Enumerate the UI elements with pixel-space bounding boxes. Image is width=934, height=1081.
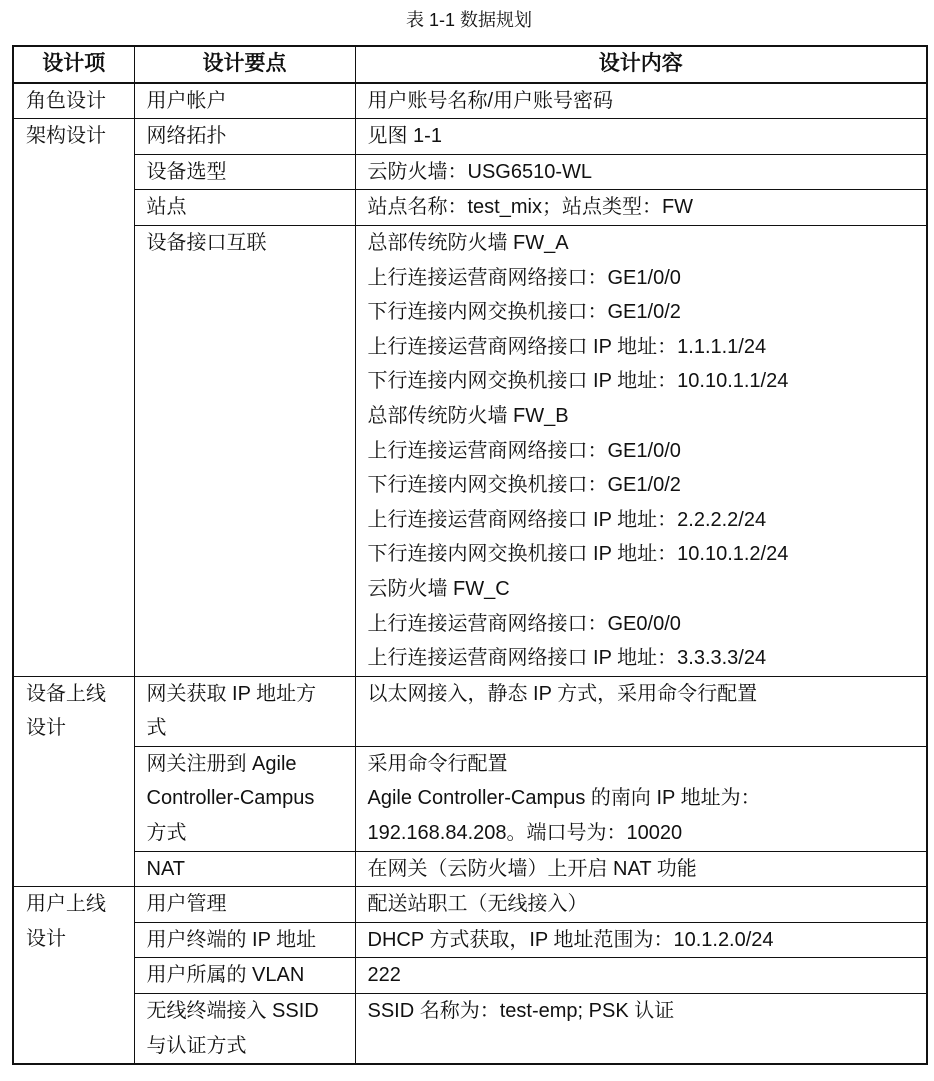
design-content-cell — [355, 851, 927, 887]
design-content-line: 以太网接入，静态 IP 方式，采用命令行配置 — [367, 682, 758, 705]
table-row — [13, 83, 927, 119]
design-content-cell — [355, 154, 927, 190]
design-content-line: 用户账号名称/用户账号密码 — [367, 89, 614, 112]
design-content-line: 192.168.84.208。端口号为：10020 — [367, 822, 683, 845]
design-item-line: 设计 — [26, 717, 66, 740]
design-content-line: 在网关（云防火墙）上开启 NAT 功能 — [367, 857, 697, 880]
design-content-line: 上行连接运营商网络接口：GE0/0/0 — [367, 612, 681, 635]
design-point-cell — [134, 83, 355, 119]
design-content-line: 下行连接内网交换机接口 IP 地址：10.10.1.1/24 — [367, 370, 789, 393]
design-content-line: 下行连接内网交换机接口 IP 地址：10.10.1.2/24 — [367, 543, 789, 566]
table-row — [13, 746, 927, 851]
design-content-line: DHCP 方式获取，IP 地址范围为：10.1.2.0/24 — [367, 928, 774, 951]
design-point-cell — [134, 922, 355, 958]
header-design-item: 设计项 — [13, 46, 134, 83]
design-content-line: 站点名称：test_mix；站点类型：FW — [367, 196, 694, 219]
design-content-cell — [355, 994, 927, 1065]
design-content-line: 下行连接内网交换机接口：GE1/0/2 — [367, 301, 681, 324]
design-content-line: 222 — [367, 964, 401, 987]
table-row — [13, 922, 927, 958]
design-point-line: 用户管理 — [146, 893, 227, 916]
design-point-line: 站点 — [146, 196, 187, 219]
design-point-line: 用户所属的 VLAN — [146, 964, 305, 987]
design-content-line: 见图 1-1 — [367, 125, 442, 148]
design-content-cell — [355, 922, 927, 958]
design-point-line: 设备接口互联 — [146, 231, 267, 254]
design-point-line: 网关获取 IP 地址方 — [146, 682, 317, 705]
design-item-cell — [13, 676, 134, 887]
design-content-line: Agile Controller-Campus 的南向 IP 地址为： — [367, 787, 761, 810]
design-content-line: 上行连接运营商网络接口 IP 地址：1.1.1.1/24 — [367, 335, 767, 358]
design-item-cell — [13, 887, 134, 1064]
design-point-line: 用户终端的 IP 地址 — [146, 928, 317, 951]
design-point-line: 式 — [146, 717, 167, 740]
design-content-line: 采用命令行配置 — [367, 752, 508, 775]
design-point-line: 用户帐户 — [146, 89, 227, 112]
design-item-line: 设备上线 — [26, 682, 106, 705]
design-item-line: 用户上线 — [26, 893, 106, 916]
design-content-cell — [355, 190, 927, 226]
design-content-line: 上行连接运营商网络接口 IP 地址：2.2.2.2/24 — [367, 508, 767, 531]
table-row — [13, 958, 927, 994]
table-header — [13, 46, 927, 83]
design-item-cell — [13, 119, 134, 677]
data-plan-table — [12, 45, 928, 1065]
design-content-line: 配送站职工（无线接入） — [367, 893, 588, 916]
design-item-line: 架构设计 — [26, 125, 106, 148]
design-point-line: NAT — [146, 857, 186, 880]
design-point-cell — [134, 119, 355, 155]
design-content-cell — [355, 83, 927, 119]
design-content-cell — [355, 958, 927, 994]
table-row — [13, 851, 927, 887]
design-content-cell — [355, 746, 927, 851]
design-point-cell — [134, 225, 355, 676]
table-row — [13, 994, 927, 1065]
design-content-line: 云防火墙 FW_C — [367, 577, 510, 600]
table-row — [13, 676, 927, 746]
design-point-line: Controller-Campus — [146, 787, 315, 810]
design-point-line: 设备选型 — [146, 160, 227, 183]
table-body — [13, 83, 927, 1065]
design-content-line: SSID 名称为：test-emp; PSK 认证 — [367, 1000, 675, 1023]
design-point-line: 方式 — [146, 822, 187, 845]
design-point-cell — [134, 887, 355, 923]
header-row — [13, 46, 927, 83]
design-content-cell — [355, 887, 927, 923]
design-point-cell — [134, 154, 355, 190]
design-content-line: 上行连接运营商网络接口：GE1/0/0 — [367, 439, 681, 462]
table-row — [13, 154, 927, 190]
design-content-cell — [355, 676, 927, 746]
header-design-point: 设计要点 — [134, 46, 355, 83]
design-point-cell — [134, 190, 355, 226]
table-row — [13, 887, 927, 923]
design-point-line: 网关注册到 Agile — [146, 752, 297, 775]
design-point-line: 无线终端接入 SSID — [146, 1000, 319, 1023]
design-content-line: 下行连接内网交换机接口：GE1/0/2 — [367, 474, 681, 497]
design-point-line: 与认证方式 — [146, 1034, 247, 1057]
design-content-line: 总部传统防火墙 FW_B — [367, 404, 569, 427]
header-design-content: 设计内容 — [355, 46, 927, 83]
design-item-line: 设计 — [26, 927, 66, 950]
design-content-line: 上行连接运营商网络接口：GE1/0/0 — [367, 266, 681, 289]
table-row — [13, 225, 927, 676]
design-content-line: 云防火墙：USG6510-WL — [367, 160, 592, 183]
design-item-line: 角色设计 — [26, 89, 106, 112]
table-row — [13, 119, 927, 155]
design-content-cell — [355, 119, 927, 155]
design-content-line: 总部传统防火墙 FW_A — [367, 231, 569, 254]
design-item-cell — [13, 83, 134, 119]
design-point-cell — [134, 851, 355, 887]
table-caption: 表 1-1 数据规划 — [405, 10, 533, 30]
design-point-cell — [134, 994, 355, 1065]
table-row — [13, 190, 927, 226]
design-point-line: 网络拓扑 — [146, 125, 227, 148]
design-content-cell — [355, 225, 927, 676]
design-point-cell — [134, 676, 355, 746]
design-content-line: 上行连接运营商网络接口 IP 地址：3.3.3.3/24 — [367, 647, 767, 670]
design-point-cell — [134, 746, 355, 851]
design-point-cell — [134, 958, 355, 994]
